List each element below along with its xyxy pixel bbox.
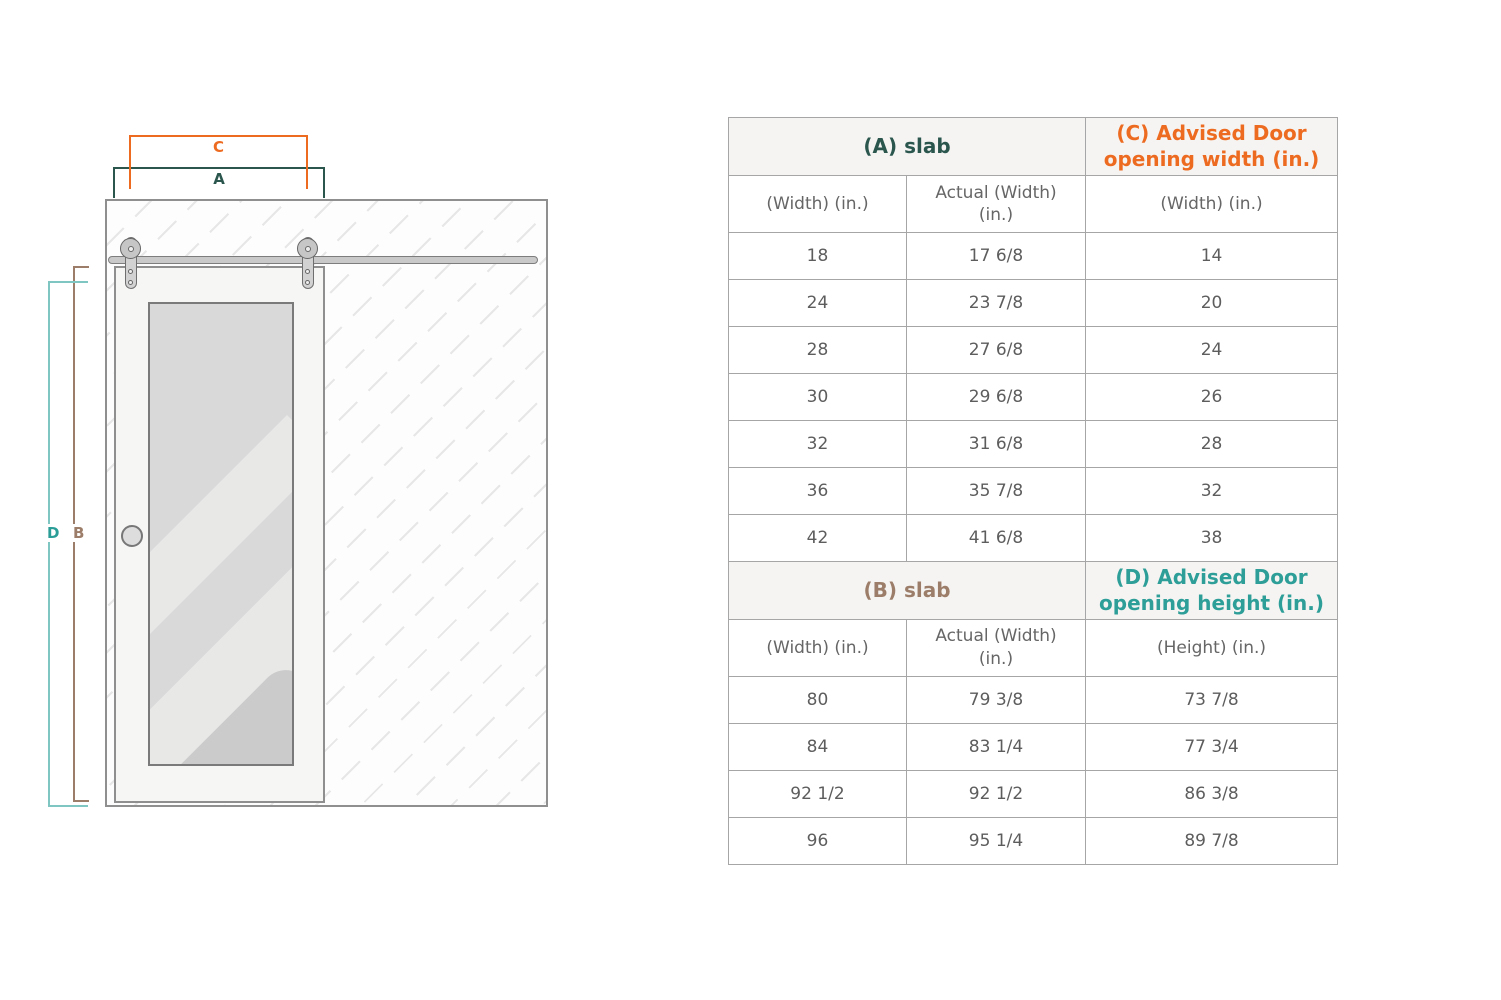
table-cell: 42 xyxy=(729,514,907,561)
table-cell: 32 xyxy=(729,420,907,467)
table-cell: 27 6/8 xyxy=(907,326,1086,373)
table-cell: 28 xyxy=(729,326,907,373)
door-glass-panel xyxy=(148,302,294,766)
barn-door-diagram xyxy=(0,0,620,880)
table-row xyxy=(729,770,1338,817)
dimension-label-b: B xyxy=(73,524,85,542)
section-b-column-headers xyxy=(729,619,1338,676)
table-row xyxy=(729,817,1338,864)
table-row xyxy=(729,373,1338,420)
table-cell: 77 3/4 xyxy=(1086,723,1338,770)
table-cell: 24 xyxy=(729,279,907,326)
section-b-body xyxy=(729,676,1338,864)
table-row xyxy=(729,676,1338,723)
barn-door-hanger-left xyxy=(120,237,142,293)
column-header-actual-width: Actual (Width) (in.) xyxy=(907,619,1086,676)
section-b-slab-title: (B) slab xyxy=(729,561,1086,619)
column-header-opening-height: (Height) (in.) xyxy=(1086,619,1338,676)
table-row xyxy=(729,420,1338,467)
table-cell: 83 1/4 xyxy=(907,723,1086,770)
table-cell: 92 1/2 xyxy=(907,770,1086,817)
door-knob xyxy=(121,525,143,547)
section-a-header xyxy=(729,118,1338,233)
table-cell: 14 xyxy=(1086,232,1338,279)
table-cell: 80 xyxy=(729,676,907,723)
dimension-bracket-c xyxy=(129,135,308,189)
table-cell: 36 xyxy=(729,467,907,514)
door-slab xyxy=(114,266,325,803)
table-row xyxy=(729,467,1338,514)
table-cell: 73 7/8 xyxy=(1086,676,1338,723)
section-b-header xyxy=(729,561,1338,676)
section-a-column-headers xyxy=(729,175,1338,232)
table-row xyxy=(729,279,1338,326)
section-a-body xyxy=(729,232,1338,561)
table-cell: 23 7/8 xyxy=(907,279,1086,326)
table-cell: 96 xyxy=(729,817,907,864)
column-header-actual-width: Actual (Width) (in.) xyxy=(907,175,1086,232)
table-cell: 29 6/8 xyxy=(907,373,1086,420)
table-cell: 24 xyxy=(1086,326,1338,373)
hanger-wheel-hub xyxy=(128,246,134,252)
table-cell: 79 3/8 xyxy=(907,676,1086,723)
column-header-width: (Width) (in.) xyxy=(729,175,907,232)
table-cell: 26 xyxy=(1086,373,1338,420)
table-cell: 28 xyxy=(1086,420,1338,467)
table-row xyxy=(729,326,1338,373)
table-cell: 41 6/8 xyxy=(907,514,1086,561)
table-cell: 30 xyxy=(729,373,907,420)
hanger-bolt xyxy=(128,269,133,274)
table-cell: 20 xyxy=(1086,279,1338,326)
table-cell: 86 3/8 xyxy=(1086,770,1338,817)
table-cell: 92 1/2 xyxy=(729,770,907,817)
table-cell: 17 6/8 xyxy=(907,232,1086,279)
table-cell: 89 7/8 xyxy=(1086,817,1338,864)
table-cell: 32 xyxy=(1086,467,1338,514)
table-cell: 18 xyxy=(729,232,907,279)
section-c-advised-title: (C) Advised Door opening width (in.) xyxy=(1086,118,1338,176)
barn-door-hanger-right xyxy=(297,237,319,293)
dimension-bracket-d xyxy=(48,281,88,807)
sliding-rail xyxy=(108,256,538,264)
table-row xyxy=(729,723,1338,770)
hanger-wheel-hub xyxy=(305,246,311,252)
table-row xyxy=(729,514,1338,561)
section-a-slab-title: (A) slab xyxy=(729,118,1086,176)
dimension-label-a: A xyxy=(213,170,225,188)
hanger-bolt xyxy=(128,280,133,285)
table-cell: 95 1/4 xyxy=(907,817,1086,864)
table-row xyxy=(729,232,1338,279)
section-d-advised-title: (D) Advised Door opening height (in.) xyxy=(1086,561,1338,619)
dimension-label-d: D xyxy=(47,524,60,542)
section-b-title-row xyxy=(729,561,1338,619)
table-cell: 84 xyxy=(729,723,907,770)
hanger-bolt xyxy=(305,269,310,274)
table-cell: 35 7/8 xyxy=(907,467,1086,514)
table-cell: 31 6/8 xyxy=(907,420,1086,467)
column-header-width: (Width) (in.) xyxy=(729,619,907,676)
section-a-title-row xyxy=(729,118,1338,176)
column-header-opening-width: (Width) (in.) xyxy=(1086,175,1338,232)
table-cell: 38 xyxy=(1086,514,1338,561)
hanger-bolt xyxy=(305,280,310,285)
dimension-label-c: C xyxy=(212,138,224,156)
door-size-table xyxy=(728,117,1338,865)
